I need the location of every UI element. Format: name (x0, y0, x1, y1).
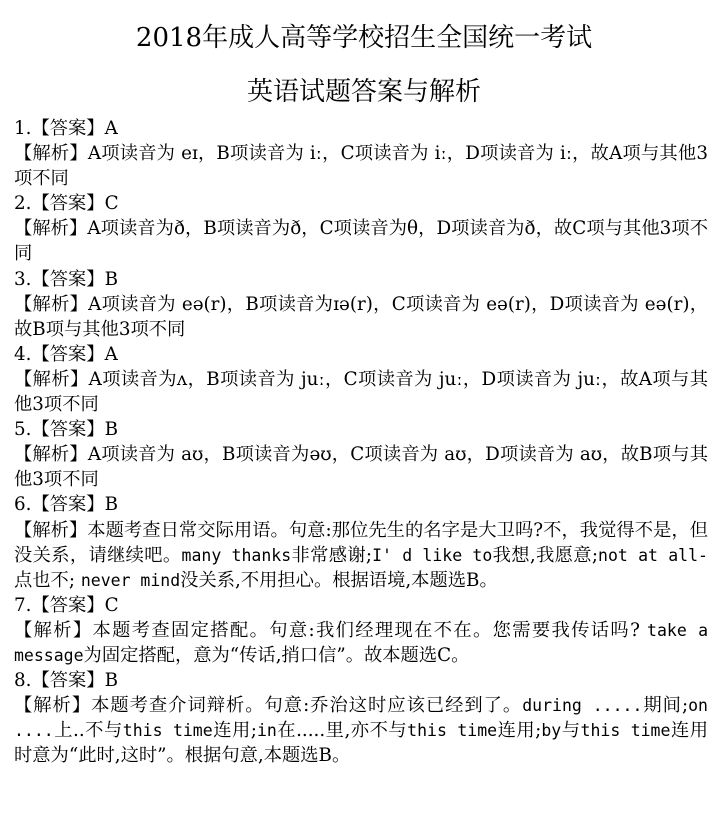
analysis-4 (14, 367, 708, 417)
document-title: 2018年成人高等学校招生全国统一考试 (135, 23, 593, 53)
english-phrase: never mind (80, 570, 181, 590)
analysis-1 (14, 141, 708, 191)
analysis-text: 【解析】A项读音为 eɪ，B项读音为 iː，C项读音为 iː，D项读音为 iː，故A项与其他3项不同 (14, 143, 708, 190)
analysis-text: 连用; (497, 720, 542, 742)
analysis-6 (14, 518, 708, 593)
answer-line-7: 7.【答案】C (14, 594, 119, 616)
english-phrase: many thanks (181, 545, 292, 565)
english-phrase: in (256, 721, 277, 741)
analysis-text: 连用; (212, 720, 257, 742)
english-phrase: during ..... (522, 696, 643, 716)
analysis-text: 为固定搭配，意为“传话,捎口信”。故本题选C。 (83, 644, 470, 666)
english-phrase: by (541, 721, 562, 741)
english-phrase: not at all- (598, 545, 708, 565)
analysis-text: 【解析】A项读音为 eə(r)，B项读音为ɪə(r)，C项读音为 eə(r)，D项读音为 eə(r)，故B项与其他3项不同 (14, 293, 708, 340)
analysis-text: 与 (561, 720, 581, 742)
answer-list (14, 116, 708, 768)
analysis-3 (14, 292, 708, 342)
answer-line-1: 1.【答案】A (14, 118, 118, 139)
analysis-text: 【解析】A项读音为ʌ，B项读音为 juː，C项读音为 juː，D项读音为 juː，故A项与其他3项不同 (14, 368, 708, 416)
analysis-text: 没关系,不用担心。根据语境,本题选B。 (180, 569, 498, 591)
analysis-text: 点也不; (14, 569, 76, 591)
english-phrase: take a message (14, 620, 708, 665)
analysis-text: 【解析】本题考查日常交际用语。句意:那位先生的名字是大卫吗?不，我觉得不是，但没关系，请继续吧。 (14, 519, 708, 566)
analysis-text: 期间; (642, 695, 689, 717)
answer-line-8: 8.【答案】B (14, 670, 119, 692)
analysis-text: 【解析】A项读音为 aʊ，B项读音为əʊ，C项读音为 aʊ，D项读音为 aʊ，故B项与其他3项不同 (14, 444, 708, 491)
english-phrase: this time (122, 721, 213, 741)
answer-line-2: 2.【答案】C (14, 193, 119, 215)
answer-line-6: 6.【答案】B (14, 494, 119, 516)
analysis-text: 【解析】本题考查固定搭配。句意:我们经理现在不在。您需要我传话吗? (14, 619, 640, 641)
analysis-text: 【解析】本题考查介词辩析。句意:乔治这时应该已经到了。 (14, 695, 523, 717)
answer-line-4: 4.【答案】A (14, 343, 118, 365)
analysis-text: 连用时意为“此时,这时”。根据句意,本题选B。 (14, 720, 709, 767)
answer-line-5: 5.【答案】B (14, 419, 119, 441)
english-phrase: I' d like to (372, 545, 493, 565)
analysis-text: 【解析】A项读音为ð，B项读音为ð，C项读音为θ，D项读音为ð，故C项与其他3项不同 (14, 218, 708, 265)
analysis-5 (14, 442, 708, 492)
answer-line-3: 3.【答案】B (14, 268, 119, 290)
analysis-text: 非常感谢; (291, 544, 373, 566)
analysis-text: 上..不与 (53, 720, 123, 742)
document-subtitle: 英语试题答案与解析 (246, 77, 481, 107)
english-phrase: this time (407, 721, 498, 741)
analysis-8 (14, 693, 708, 768)
analysis-7 (14, 618, 708, 668)
analysis-text: 在.....里,亦不与 (276, 720, 408, 742)
analysis-text: 我想,我愿意; (492, 544, 599, 566)
analysis-2 (14, 216, 708, 266)
english-phrase: on .... (14, 696, 708, 741)
english-phrase: this time (580, 721, 671, 741)
